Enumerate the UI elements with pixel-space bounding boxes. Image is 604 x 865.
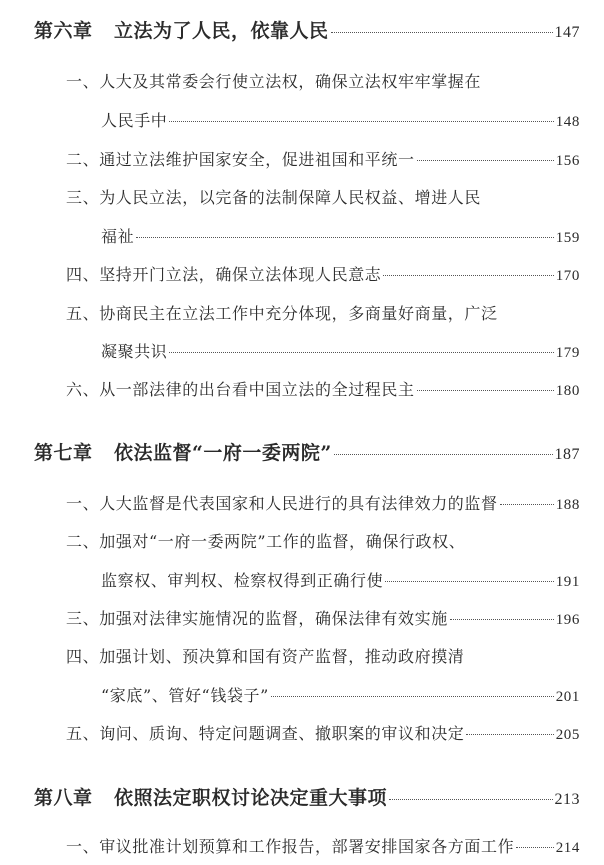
section-line	[66, 834, 580, 857]
section-text: 人民手中	[101, 111, 168, 130]
section-line	[66, 147, 580, 170]
section-text: 一、人大及其常委会行使立法权，确保立法权牢牢掌握在	[66, 72, 482, 91]
page-number: 156	[555, 153, 580, 169]
chapter-heading	[34, 438, 580, 465]
page-number: 148	[555, 114, 580, 130]
page-number: 170	[555, 268, 580, 284]
page-number: 187	[554, 446, 580, 463]
section-line	[66, 301, 498, 324]
dot-leader	[334, 454, 553, 455]
section-line	[101, 683, 580, 706]
dot-leader	[271, 696, 554, 697]
section-line	[101, 224, 580, 247]
page-number: 201	[555, 689, 580, 705]
section-text: 四、加强计划、预决算和国有资产监督，推动政府摸清	[66, 647, 465, 666]
dot-leader	[516, 847, 553, 848]
chapter-title: 立法为了人民，依靠人民	[114, 20, 329, 42]
section-text: 一、审议批准计划预算和工作报告，部署安排国家各方面工作	[66, 837, 515, 856]
dot-leader	[389, 799, 552, 800]
dot-leader	[417, 390, 554, 391]
section-line	[66, 185, 481, 208]
section-text: 一、人大监督是代表国家和人民进行的具有法律效力的监督	[66, 494, 498, 513]
section-line	[101, 568, 580, 591]
section-line	[66, 721, 580, 744]
section-text: 四、坚持开门立法，确保立法体现人民意志	[66, 265, 382, 284]
page-number: 179	[555, 345, 580, 361]
dot-leader	[385, 581, 553, 582]
dot-leader	[450, 619, 554, 620]
chapter-heading	[34, 16, 580, 43]
section-text: 监察权、审判权、检察权得到正确行使	[101, 571, 384, 590]
chapter-title: 依法监督“一府一委两院”	[114, 442, 332, 464]
dot-leader	[331, 32, 553, 33]
page-number: 159	[555, 230, 580, 246]
dot-leader	[466, 734, 553, 735]
section-text: 二、加强对“一府一委两院”工作的监督，确保行政权、	[66, 532, 466, 551]
page-number: 188	[555, 497, 580, 513]
section-text: 三、加强对法律实施情况的监督，确保法律有效实施	[66, 609, 448, 628]
chapter-heading	[34, 783, 580, 810]
section-text: 六、从一部法律的出台看中国立法的全过程民主	[66, 380, 415, 399]
dot-leader	[417, 160, 554, 161]
section-text: 三、为人民立法，以完备的法制保障人民权益、增进人民	[66, 188, 482, 207]
section-line	[66, 69, 481, 92]
page-number: 213	[554, 791, 580, 808]
chapter-number: 第八章	[34, 787, 93, 809]
page-number: 196	[555, 612, 580, 628]
page-number: 180	[555, 383, 580, 399]
section-line	[66, 529, 465, 552]
section-text: 凝聚共识	[101, 342, 168, 361]
chapter-number: 第六章	[34, 20, 93, 42]
section-text: 五、协商民主在立法工作中充分体现，多商量好商量，广泛	[66, 304, 498, 323]
page-number: 147	[554, 24, 580, 41]
chapter-number: 第七章	[34, 442, 93, 464]
dot-leader	[383, 275, 553, 276]
section-text: “家底”、管好“钱袋子”	[101, 686, 269, 705]
section-line	[66, 644, 464, 667]
page-number: 205	[555, 727, 580, 743]
page-number: 214	[555, 840, 580, 856]
section-text: 福祉	[101, 227, 135, 246]
page-number: 191	[555, 574, 580, 590]
section-line	[66, 377, 580, 400]
dot-leader	[500, 504, 554, 505]
section-line	[66, 491, 580, 514]
section-text: 二、通过立法维护国家安全，促进祖国和平统一	[66, 150, 415, 169]
dot-leader	[169, 121, 553, 122]
section-text: 五、询问、质询、特定问题调查、撤职案的审议和决定	[66, 724, 465, 743]
section-line	[66, 606, 580, 629]
section-line	[66, 262, 580, 285]
section-line	[101, 108, 580, 131]
section-line	[101, 339, 580, 362]
chapter-title: 依照法定职权讨论决定重大事项	[114, 787, 388, 809]
dot-leader	[169, 352, 553, 353]
dot-leader	[136, 237, 553, 238]
